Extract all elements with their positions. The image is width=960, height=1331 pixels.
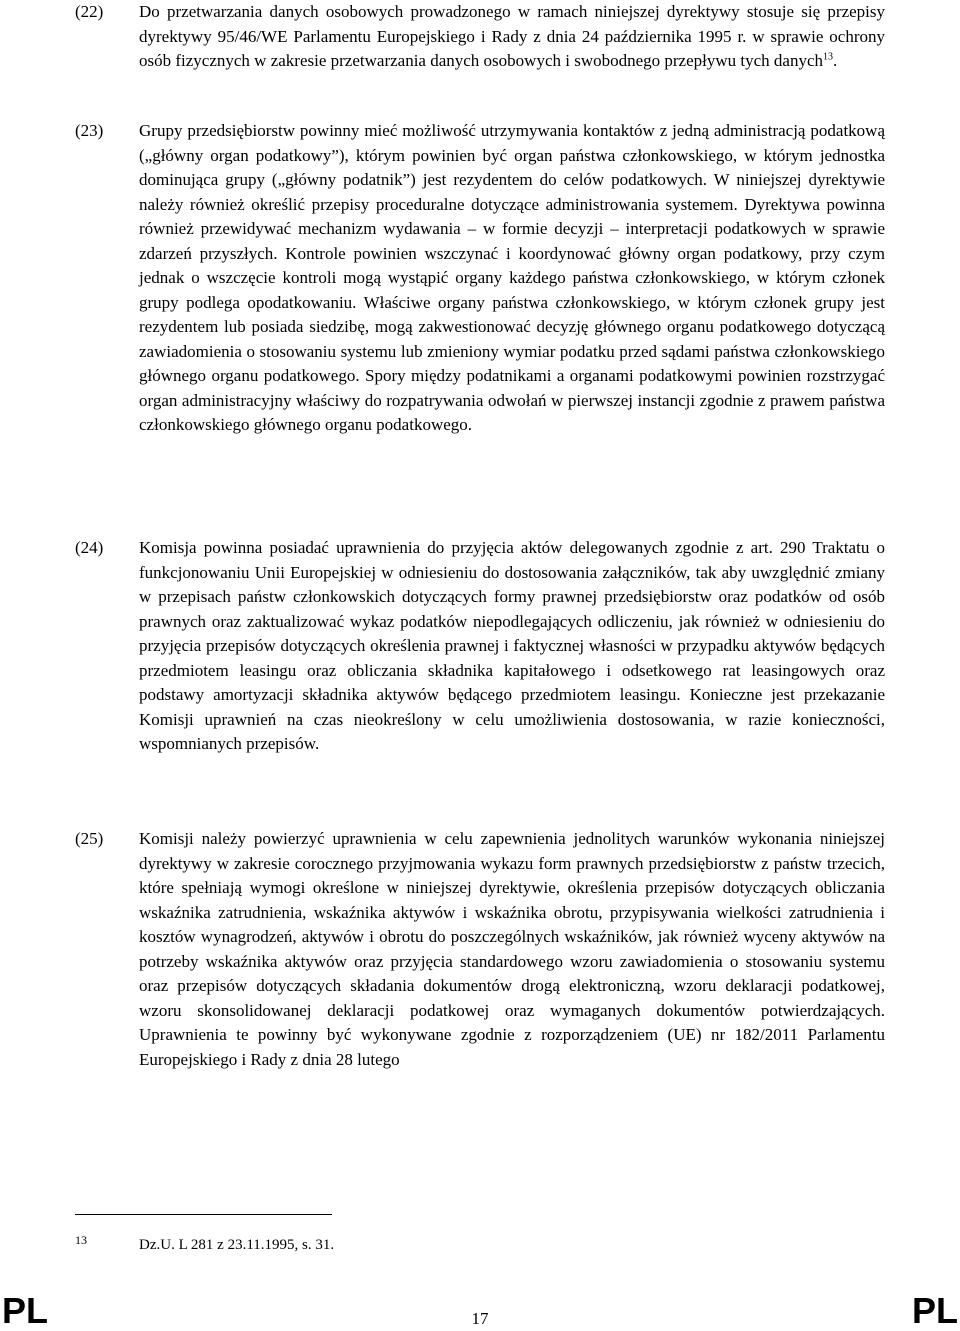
recital-text: Komisja powinna posiadać uprawnienia do przyjęcia aktów delegowanych zgodnie z art. 290 Traktatu o funkcjonowaniu Unii Europejskiej w odniesieniu do dostosowania załączników, tak aby uwzględnić zmiany w przepisach państw członkowskich dotyczących formy prawnej przedsiębiorstw oraz podatków od osób prawnych oraz zaktualizować wykaz podatków niepodlegających odliczeniu, jak również w odniesieniu do przyjęcia przepisów dotyczących określenia prawnej i faktycznej własności w przypadku aktywów będących przedmiotem leasingu oraz obliczania składnika kapitałowego i odsetkowego rat leasingowych oraz podstawy amortyzacji składnika aktywów będącego przedmiotem leasingu. Konieczne jest przekazanie Komisji uprawnień na czas nieokreślony w celu umożliwienia dostosowania, w razie konieczności, wspomnianych przepisów. [139,538,885,753]
footnote-separator [75,1214,332,1215]
recital-text: Grupy przedsiębiorstw powinny mieć możliwość utrzymywania kontaktów z jedną administracją podatkową („główny organ podatkowy”), którym powinien być organ państwa członkowskiego, w którym jednostka dominująca grupy („główny podatnik”) jest rezydentem do celów podatkowych. W niniejszej dyrektywie należy również określić przepisy proceduralne dotyczące administrowania systemem. Dyrektywa powinna również przewidywać mechanizm wydawania – w formie decyzji – interpretacji podatkowych w sprawie zdarzeń przyszłych. Kontrole powinien wszczynać i koordynować główny organ podatkowy, przy czym jednak o wszczęcie kontroli mogą wystąpić organy każdego państwa członkowskiego, w którym członek grupy podlega opodatkowaniu. Właściwe organy państwa członkowskiego, w którym członek grupy jest rezydentem lub posiada siedzibę, mogą zakwestionować decyzję głównego organu podatkowego dotyczącą zawiadomienia o stosowaniu systemu lub zmieniony wymiar podatku przed sądami państwa członkowskiego głównego organu podatkowego. Spory między podatnikami a organami podatkowymi powinien rozstrzygać organ administracyjny właściwy do rozpatrywania odwołań w pierwszej instancji zgodnie z prawem państwa członkowskiego głównego organu podatkowego. [139,121,885,434]
footnote-text: Dz.U. L 281 z 23.11.1995, s. 31. [139,1237,335,1253]
recital-text-main: Do przetwarzania danych osobowych prowadzonego w ramach niniejszej dyrektywy stosuje się przepisy dyrektywy 95/46/WE Parlamentu Europejskiego i Rady z dnia 24 października 1995 r. w sprawie ochrony osób fizycznych w zakresie przetwarzania danych osobowych i swobodnego przepływu tych danych [139,2,885,70]
recital-number: (25) [75,829,104,848]
footnote-number: 13 [75,1233,87,1247]
recital-number: (24) [75,538,104,557]
footnote-reference: 13 [823,51,834,63]
language-code-left: PL [2,1290,49,1331]
recital-number: (22) [75,2,104,21]
recital-text [139,0,885,74]
recital-number: (23) [75,121,104,140]
language-code-right: PL [911,1290,958,1331]
page-number: 17 [471,1309,489,1328]
recital-text-end: . [833,51,838,70]
recital-text: Komisji należy powierzyć uprawnienia w celu zapewnienia jednolitych warunków wykonania niniejszej dyrektywy w zakresie corocznego przyjmowania wykazu form prawnych przedsiębiorstw z państw trzecich, które spełniają wymogi określone w niniejszej dyrektywie, określenia przepisów dotyczących obliczania wskaźnika zatrudnienia, wskaźnika aktywów i wskaźnika obrotu, przypisywania wielkości zatrudnienia i kosztów wynagrodzeń, aktywów i obrotu do poszczególnych wskaźników, jak również wyceny aktywów na potrzeby wskaźnika aktywów oraz przyjęcia standardowego wzoru zawiadomienia o stosowaniu systemu oraz przepisów dotyczących składania dokumentów drogą elektroniczną, wzoru deklaracji podatkowej, wzoru skonsolidowanej deklaracji podatkowej oraz wymaganych dokumentów potwierdzających. Uprawnienia te powinny być wykonywane zgodnie z rozporządzeniem (UE) nr 182/2011 Parlamentu Europejskiego i Rady z dnia 28 lutego [139,829,885,1069]
